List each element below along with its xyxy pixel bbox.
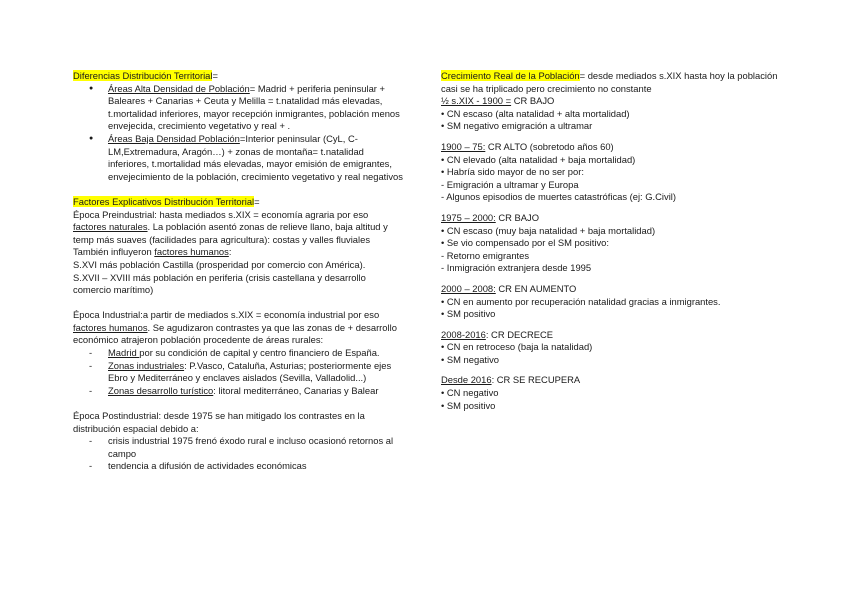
period-line: • CN escaso (muy baja natalidad + baja mortalidad) (441, 224, 656, 236)
period-line: • SM positivo (441, 308, 496, 320)
paragraph-preindustrial: Época Preindustrial: hasta mediados s.XIX = economía agraria por eso factores naturales. La población asentó zonas de relieve llano, baja altitud y temp más suaves (facilidades para agricultura): costas y valles fluviales También influyeron factores humanos: (73, 208, 388, 258)
period-label: 2000 – 2008: (441, 282, 496, 294)
period-label: 1975 – 2000: (441, 211, 496, 223)
period-line: - Emigración a ultramar y Europa (441, 178, 579, 190)
period-line: • Habría sido mayor de no ser por: (441, 166, 584, 178)
period-line: • CN negativo (441, 387, 499, 399)
period-line: • SM positivo (441, 399, 496, 411)
period-line: • CN elevado (alta natalidad + baja mortalidad) (441, 153, 636, 165)
paragraph-xvi: S.XVI más población Castilla (prosperidad por comercio con América). (73, 258, 366, 270)
right-column (441, 70, 781, 412)
list-item: - Madrid por su condición de capital y centro financiero de España. (108, 347, 403, 360)
period-block: ½ s.XIX - 1900 = CR BAJO • CN escaso (alta natalidad + alta mortalidad) • SM negativo emigración a ultramar (441, 95, 781, 133)
list-item: ● Áreas Alta Densidad de Población= Madrid + periferia peninsular + Baleares + Canarias + Ceuta y Melilla = t.natalidad más elevadas, t.mortalidad inferiores, mayor recepción inmigrantes, población menos envejecida, crecimiento vegetativo y real + . (108, 83, 403, 133)
paragraph-industrial: Época Industrial:a partir de mediados s.XIX = economía industrial por eso factores humanos. Se agudizaron contrastes ya que las zonas de + desarrollo económico atrajeron población procedente de áreas rurales: (73, 309, 397, 346)
period-line: • Se vio compensado por el SM positivo: (441, 237, 609, 249)
highlighted-title: Factores Explicativos Distribución Territorial (73, 195, 255, 207)
list-item: - crisis industrial 1975 frenó éxodo rural e incluso ocasionó retornos al campo (108, 435, 403, 460)
left-column (73, 70, 403, 473)
period-line: • CN escaso (alta natalidad + alta mortalidad) (441, 107, 630, 119)
period-block: 1900 – 75: CR ALTO (sobretodo años 60) • CN elevado (alta natalidad + baja mortalidad) • Habría sido mayor de no ser por: - Emigración a ultramar y Europa - Algunos episodios de muertes catastróficas (ej: G.Civil) (441, 141, 781, 204)
period-line: • SM negativo (441, 353, 499, 365)
list-item: - Zonas desarrollo turístico: litoral mediterráneo, Canarias y Balear (108, 385, 403, 398)
period-line: - Inmigración extranjera desde 1995 (441, 262, 592, 274)
period-label: 1900 – 75: (441, 140, 486, 152)
list-item: - Zonas industriales: P.Vasco, Cataluña, Asturias; posteriormente ejes Ebro y Mediterráneo y enclaves aislados (Sevilla, Valladolid...) (108, 360, 403, 385)
period-line: • SM negativo emigración a ultramar (441, 120, 593, 132)
section-heading-factores: Factores Explicativos Distribución Territorial= (73, 195, 260, 207)
period-label: Desde 2016 (441, 374, 492, 386)
highlighted-title: Crecimiento Real de la Población (441, 70, 580, 81)
dash-list-postindustrial (73, 435, 403, 473)
period-label: 2008-2016 (441, 328, 486, 340)
dash-list-industrial (73, 347, 403, 397)
period-block: Desde 2016: CR SE RECUPERA • CN negativo • SM positivo (441, 374, 781, 412)
paragraph-postindustrial: Época Postindustrial: desde 1975 se han mitigado los contrastes en la distribución espacial debido a: (73, 410, 365, 434)
list-item: ● Áreas Baja Densidad Población=Interior peninsular (CyL, C-LM,Extremadura, Aragón…) + zonas de montaña= t.natalidad inferiores, t.mortalidad más elevadas, mayor emisión de emigrantes, envejecimiento de la población, crecimiento vegetativo y real negativos (108, 133, 403, 183)
list-item: - tendencia a difusión de actividades económicas (108, 460, 403, 473)
bullet-list-densidad (73, 83, 403, 184)
paragraph-xvii: S.XVII – XVIII más población en periferia (crisis castellana y desarrollo comercio marítimo) (73, 271, 366, 296)
section-heading-crecimiento: Crecimiento Real de la Población= desde mediados s.XIX hasta hoy la población casi se ha triplicado pero crecimiento no constante (441, 70, 778, 94)
period-block: 1975 – 2000: CR BAJO • CN escaso (muy baja natalidad + baja mortalidad) • Se vio compensado por el SM positivo: - Retorno emigrantes - Inmigración extranjera desde 1995 (441, 212, 781, 275)
period-block: 2008-2016: CR DECRECE • CN en retroceso (baja la natalidad) • SM negativo (441, 329, 781, 367)
period-line: - Algunos episodios de muertes catastróficas (ej: G.Civil) (441, 191, 676, 203)
period-block: 2000 – 2008: CR EN AUMENTO • CN en aumento por recuperación natalidad gracias a inmigrantes. • SM positivo (441, 283, 781, 321)
period-label: ½ s.XIX - 1900 = (441, 95, 512, 107)
period-line: • CN en retroceso (baja la natalidad) (441, 341, 593, 353)
highlighted-title: Diferencias Distribución Territorial (73, 70, 213, 81)
section-heading-distribucion: Diferencias Distribución Territorial= (73, 70, 218, 81)
period-line: - Retorno emigrantes (441, 249, 530, 261)
period-line: • CN en aumento por recuperación natalidad gracias a inmigrantes. (441, 295, 721, 307)
